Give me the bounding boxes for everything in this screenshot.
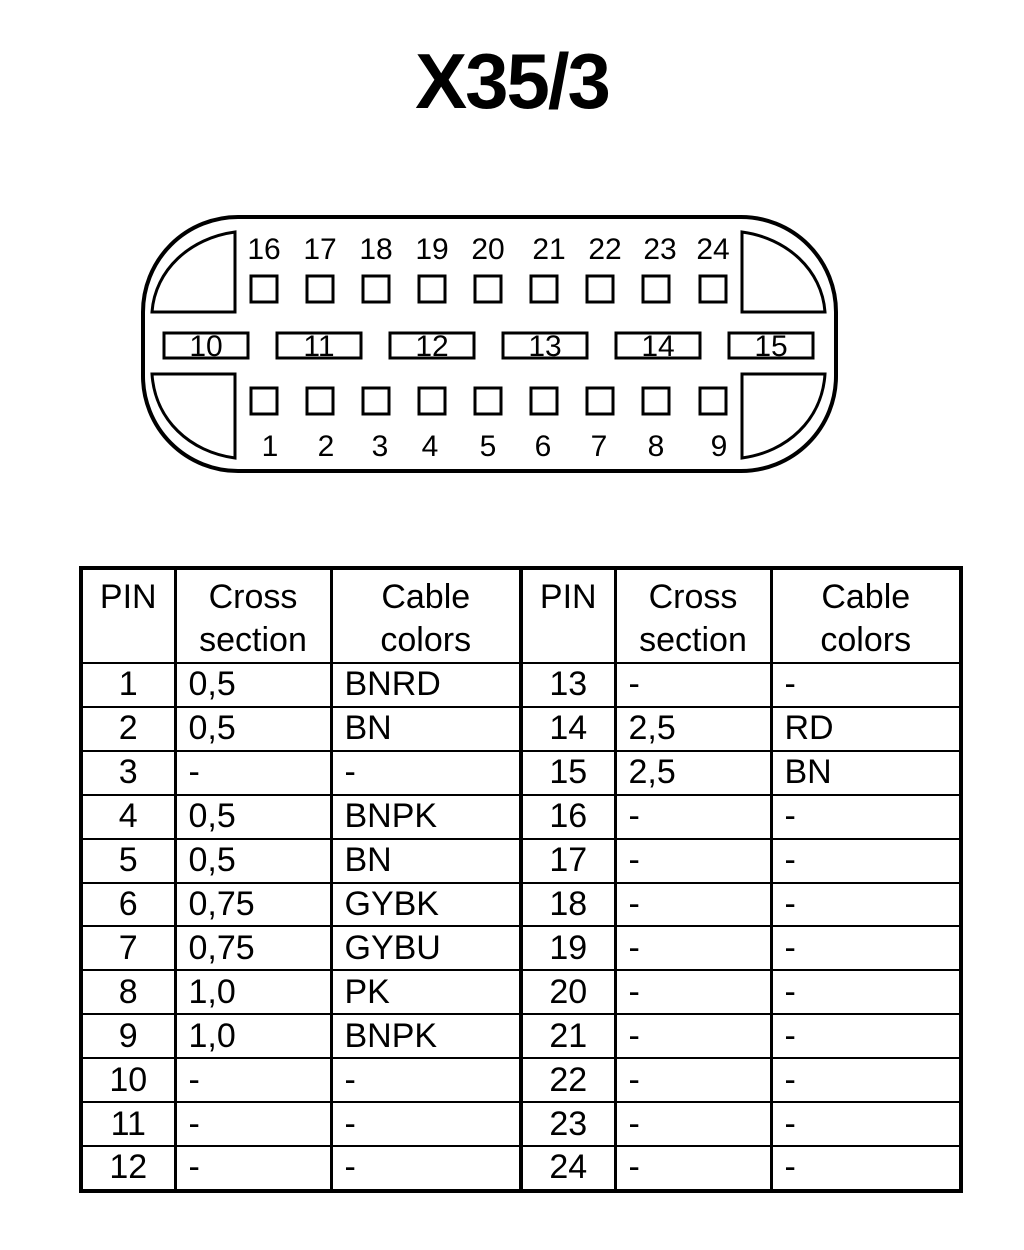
cable-color-cell: -: [771, 926, 961, 970]
cross-section-cell: -: [615, 839, 771, 883]
pin-label-16: 16: [247, 233, 281, 266]
cable-color-cell: PK: [331, 970, 521, 1014]
pin-cavity-23: [643, 276, 669, 302]
pin-cavity-9: [700, 388, 726, 414]
cross-section-cell: 1,0: [175, 970, 331, 1014]
table-row: [81, 839, 961, 883]
pin-label-23: 23: [643, 233, 677, 266]
pin-label-17: 17: [303, 233, 337, 266]
table-row: [81, 883, 961, 927]
cable-color-cell: -: [771, 795, 961, 839]
pin-label-24: 24: [696, 233, 730, 266]
table-row: [81, 795, 961, 839]
pin-cavity-20: [475, 276, 501, 302]
key-top-left: [152, 232, 235, 312]
pin-number-cell: 16: [521, 795, 615, 839]
cable-color-cell: -: [331, 1102, 521, 1146]
pin-number-cell: 10: [81, 1058, 175, 1102]
cable-color-cell: BNPK: [331, 1014, 521, 1058]
header-pin-right: PIN: [521, 568, 615, 663]
table-header-row: [81, 568, 961, 663]
cable-color-cell: -: [771, 1058, 961, 1102]
table-row: [81, 663, 961, 707]
pin-number-cell: 7: [81, 926, 175, 970]
pin-cavity-4: [419, 388, 445, 414]
table-row: [81, 707, 961, 751]
pin-number-cell: 13: [521, 663, 615, 707]
pin-cavity-18: [363, 276, 389, 302]
key-top-right: [742, 232, 825, 312]
pin-assignment-table: [79, 566, 963, 1193]
cross-section-cell: -: [615, 926, 771, 970]
pin-number-cell: 20: [521, 970, 615, 1014]
pin-label-14: 14: [641, 330, 675, 363]
pin-number-cell: 24: [521, 1146, 615, 1191]
pin-cavity-16: [251, 276, 277, 302]
cross-section-cell: 2,5: [615, 751, 771, 795]
pin-number-cell: 6: [81, 883, 175, 927]
pin-number-cell: 1: [81, 663, 175, 707]
pin-label-7: 7: [590, 430, 608, 463]
cable-color-cell: -: [771, 1146, 961, 1191]
header-cable-colors-right: Cable colors: [771, 568, 961, 663]
table-row: [81, 970, 961, 1014]
cable-color-cell: BNRD: [331, 663, 521, 707]
pin-label-2: 2: [317, 430, 335, 463]
pin-number-cell: 11: [81, 1102, 175, 1146]
pin-label-4: 4: [421, 430, 439, 463]
pin-cavity-2: [307, 388, 333, 414]
cross-section-cell: 0,75: [175, 883, 331, 927]
pin-number-cell: 5: [81, 839, 175, 883]
pin-label-21: 21: [532, 233, 566, 266]
pin-label-1: 1: [261, 430, 279, 463]
pin-label-20: 20: [471, 233, 505, 266]
pin-cavity-24: [700, 276, 726, 302]
cross-section-cell: -: [615, 1146, 771, 1191]
pin-number-cell: 4: [81, 795, 175, 839]
pin-number-cell: 18: [521, 883, 615, 927]
pin-label-3: 3: [371, 430, 389, 463]
cable-color-cell: BN: [771, 751, 961, 795]
pin-label-6: 6: [534, 430, 552, 463]
pin-number-cell: 21: [521, 1014, 615, 1058]
pin-label-13: 13: [528, 330, 562, 363]
pin-label-12: 12: [415, 330, 449, 363]
pin-cavity-8: [643, 388, 669, 414]
pin-cavity-19: [419, 276, 445, 302]
pin-number-cell: 19: [521, 926, 615, 970]
pin-label-18: 18: [359, 233, 393, 266]
pin-cavity-5: [475, 388, 501, 414]
cross-section-cell: -: [615, 663, 771, 707]
cross-section-cell: 0,5: [175, 663, 331, 707]
cross-section-cell: 0,5: [175, 795, 331, 839]
cross-section-cell: -: [175, 1058, 331, 1102]
cross-section-cell: 2,5: [615, 707, 771, 751]
pin-number-cell: 8: [81, 970, 175, 1014]
cable-color-cell: GYBK: [331, 883, 521, 927]
cable-color-cell: -: [331, 751, 521, 795]
cross-section-cell: 0,75: [175, 926, 331, 970]
pin-cavity-21: [531, 276, 557, 302]
cross-section-cell: 0,5: [175, 707, 331, 751]
cable-color-cell: -: [771, 663, 961, 707]
cable-color-cell: -: [331, 1146, 521, 1191]
pin-label-10: 10: [189, 330, 223, 363]
pin-number-cell: 12: [81, 1146, 175, 1191]
pin-number-cell: 23: [521, 1102, 615, 1146]
cable-color-cell: BN: [331, 707, 521, 751]
pin-cavity-17: [307, 276, 333, 302]
header-cross-section-right: Cross section: [615, 568, 771, 663]
pin-number-cell: 14: [521, 707, 615, 751]
cross-section-cell: -: [615, 970, 771, 1014]
pin-label-11: 11: [303, 330, 335, 363]
pin-number-cell: 9: [81, 1014, 175, 1058]
pin-number-cell: 15: [521, 751, 615, 795]
pin-cavity-22: [587, 276, 613, 302]
pin-cavity-6: [531, 388, 557, 414]
pin-label-9: 9: [710, 430, 728, 463]
pin-number-cell: 3: [81, 751, 175, 795]
cable-color-cell: -: [331, 1058, 521, 1102]
connector-title: X35/3: [415, 37, 609, 125]
cable-color-cell: RD: [771, 707, 961, 751]
table-row: [81, 1102, 961, 1146]
pin-label-5: 5: [479, 430, 497, 463]
cross-section-cell: -: [615, 1014, 771, 1058]
key-bottom-left: [152, 374, 235, 458]
pin-label-19: 19: [415, 233, 449, 266]
cross-section-cell: -: [615, 1102, 771, 1146]
pin-label-22: 22: [588, 233, 622, 266]
table-row: [81, 751, 961, 795]
cable-color-cell: BNPK: [331, 795, 521, 839]
cross-section-cell: -: [175, 1102, 331, 1146]
cable-color-cell: -: [771, 970, 961, 1014]
key-bottom-right: [742, 374, 825, 458]
table-row: [81, 1146, 961, 1191]
pin-cavity-1: [251, 388, 277, 414]
pin-cavity-7: [587, 388, 613, 414]
cable-color-cell: GYBU: [331, 926, 521, 970]
cable-color-cell: -: [771, 883, 961, 927]
cross-section-cell: -: [615, 1058, 771, 1102]
header-pin-left: PIN: [81, 568, 175, 663]
pin-number-cell: 17: [521, 839, 615, 883]
pin-number-cell: 2: [81, 707, 175, 751]
connector-diagram: [0, 0, 1024, 500]
pin-label-8: 8: [647, 430, 665, 463]
cross-section-cell: -: [615, 795, 771, 839]
table-row: [81, 1058, 961, 1102]
header-cable-colors-left: Cable colors: [331, 568, 521, 663]
cross-section-cell: 0,5: [175, 839, 331, 883]
pin-number-cell: 22: [521, 1058, 615, 1102]
table-row: [81, 1014, 961, 1058]
pin-cavity-3: [363, 388, 389, 414]
cable-color-cell: BN: [331, 839, 521, 883]
header-cross-section-left: Cross section: [175, 568, 331, 663]
cable-color-cell: -: [771, 839, 961, 883]
pin-label-15: 15: [754, 330, 788, 363]
cross-section-cell: -: [175, 751, 331, 795]
cross-section-cell: -: [175, 1146, 331, 1191]
cross-section-cell: 1,0: [175, 1014, 331, 1058]
cable-color-cell: -: [771, 1014, 961, 1058]
cable-color-cell: -: [771, 1102, 961, 1146]
table-row: [81, 926, 961, 970]
cross-section-cell: -: [615, 883, 771, 927]
